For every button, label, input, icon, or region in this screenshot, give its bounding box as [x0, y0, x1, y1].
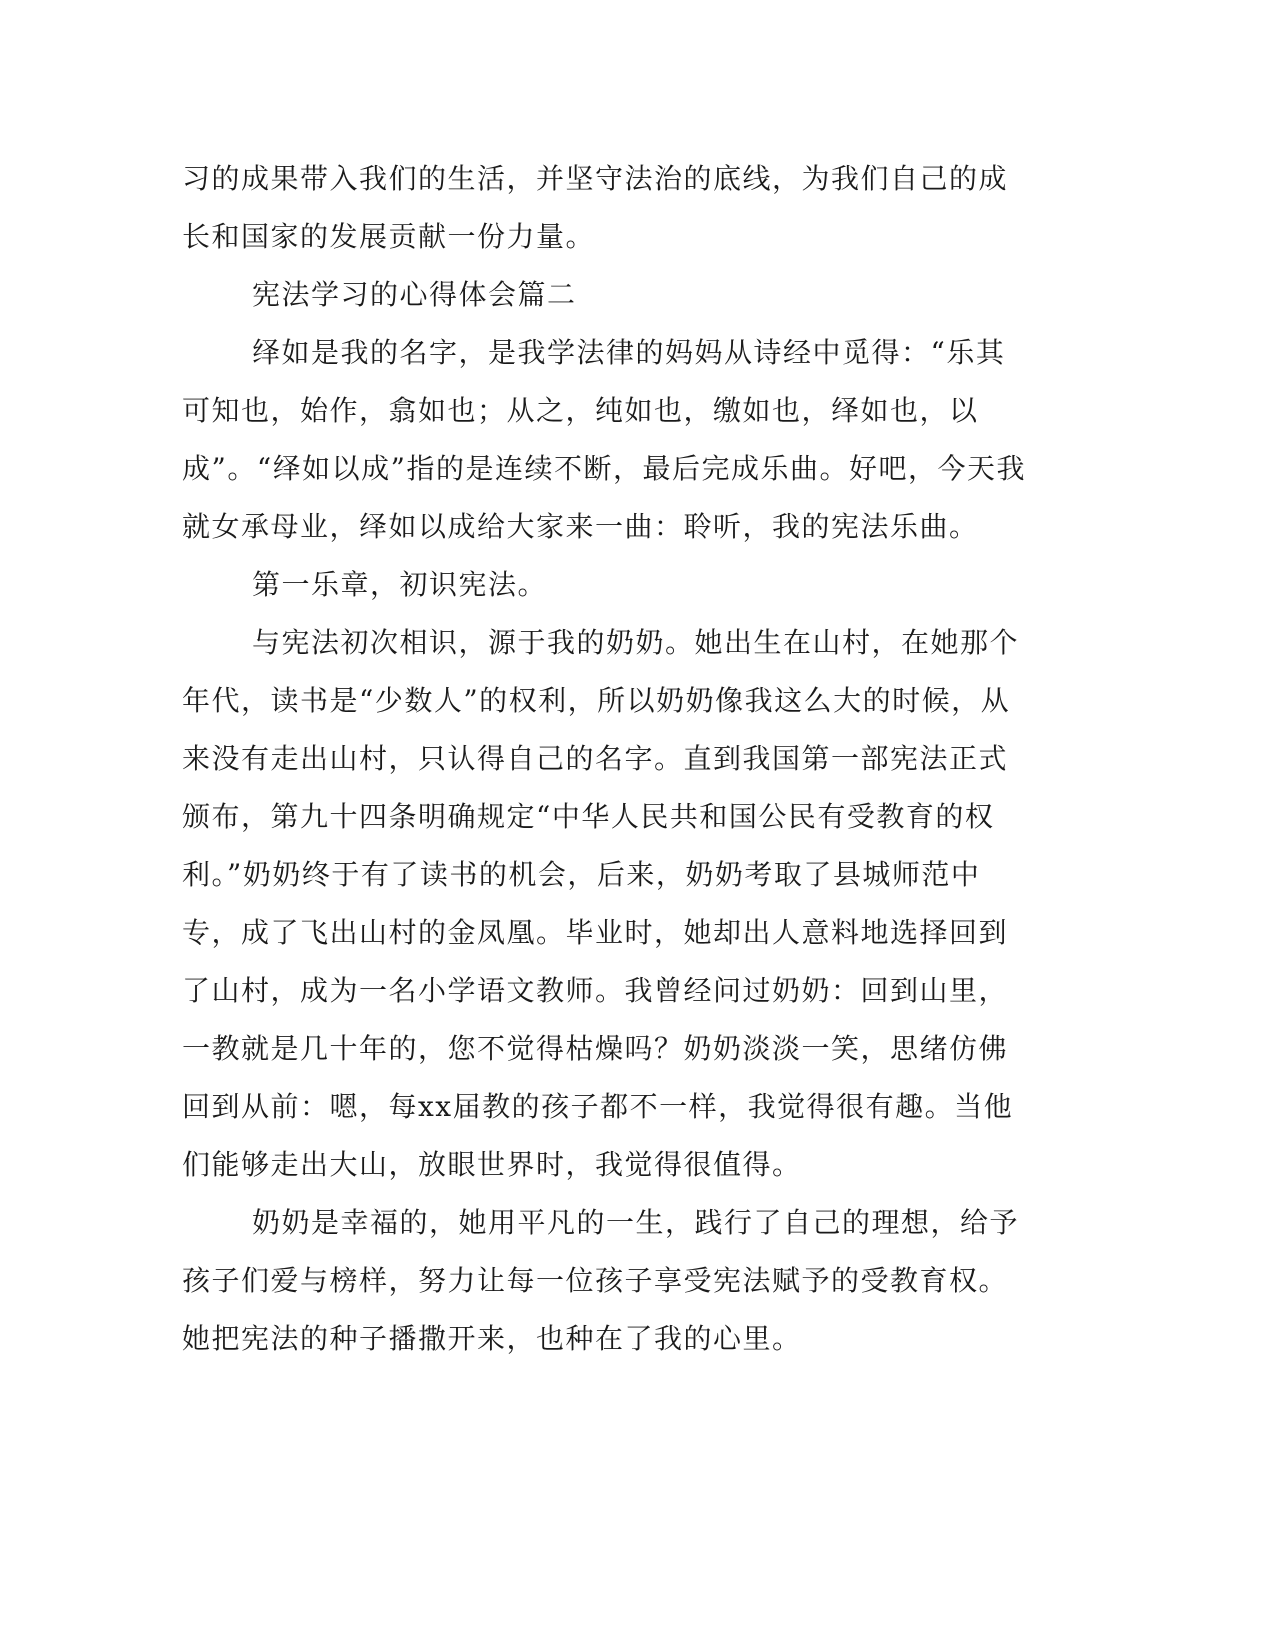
document-body: [182, 150, 1032, 1368]
paragraph-3: 与宪法初次相识，源于我的奶奶。她出生在山村，在她那个年代，读书是“少数人”的权利，所以奶奶像我这么大的时候，从来没有走出山村，只认得自己的名字。直到我国第一部宪法正式颁布，第九十四条明确规定“中华人民共和国公民有受教育的权利。”奶奶终于有了读书的机会，后来，奶奶考取了县城师范中专，成了飞出山村的金凤凰。毕业时，她却出人意料地选择回到了山村，成为一名小学语文教师。我曾经问过奶奶：回到山里，一教就是几十年的，您不觉得枯燥吗？奶奶淡淡一笑，思绪仿佛回到从前：嗯，每xx届教的孩子都不一样，我觉得很有趣。当他们能够走出大山，放眼世界时，我觉得很值得。: [182, 626, 1020, 1181]
chapter-heading: 第一乐章，初识宪法。: [252, 568, 548, 601]
paragraph-1: 习的成果带入我们的生活，并坚守法治的底线，为我们自己的成长和国家的发展贡献一份力量。: [182, 162, 1009, 253]
section-heading: 宪法学习的心得体会篇二: [252, 278, 577, 311]
paragraph-4: 奶奶是幸福的，她用平凡的一生，践行了自己的理想，给予孩子们爱与榜样，努力让每一位孩子享受宪法赋予的受教育权。她把宪法的种子播撒开来，也种在了我的心里。: [182, 1206, 1020, 1355]
paragraph-2: 绎如是我的名字，是我学法律的妈妈从诗经中觅得：“乐其可知也，始作，翕如也；从之，纯如也，缴如也，绎如也，以成”。“绎如以成”指的是连续不断，最后完成乐曲。好吧，今天我就女承母业，绎如以成给大家来一曲：聆听，我的宪法乐曲。: [182, 336, 1026, 543]
